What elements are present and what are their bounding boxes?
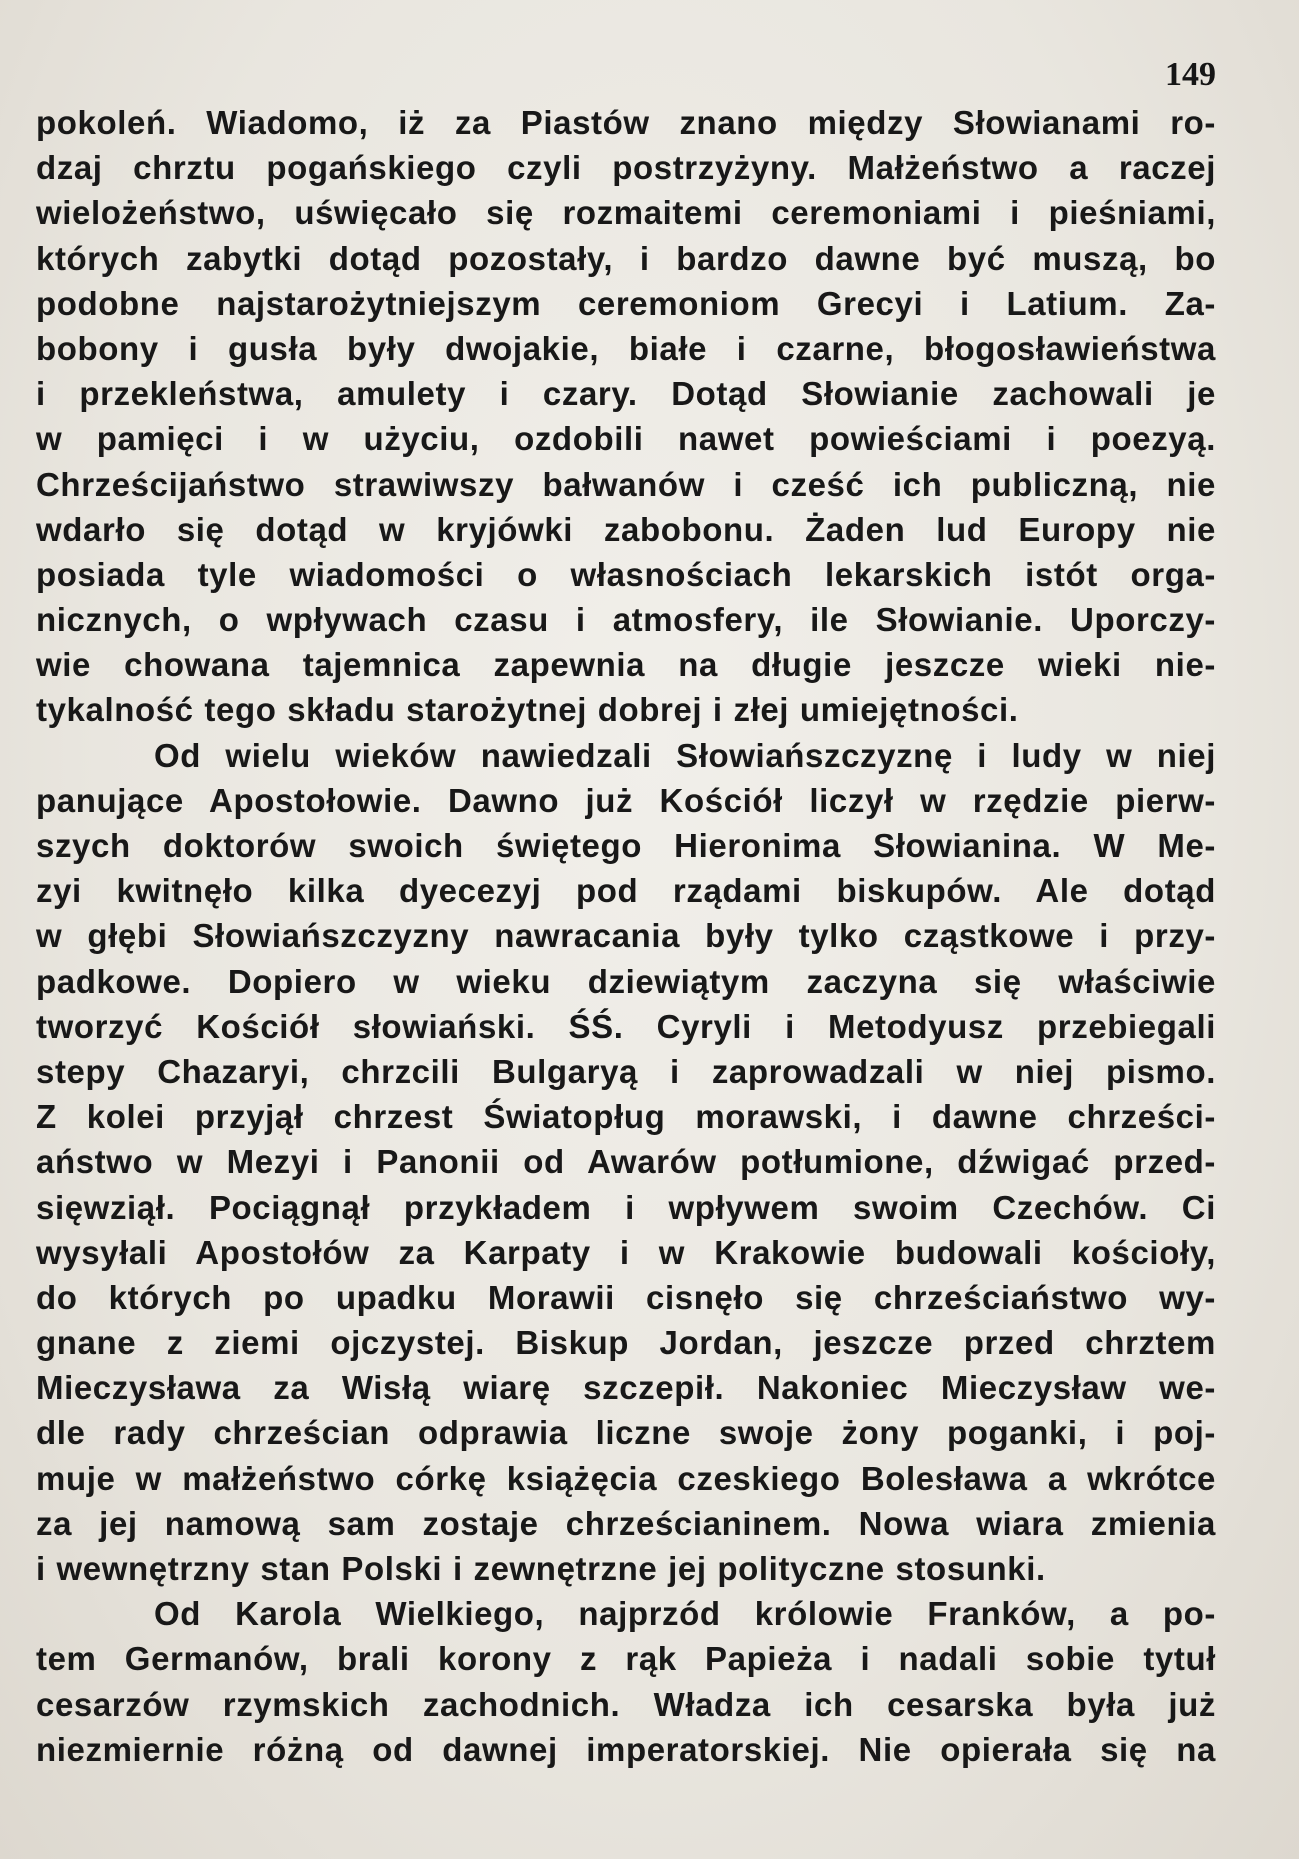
- text-line: niezmiernie różną od dawnej imperatorskiej. Nie opierała się na: [36, 1730, 1216, 1768]
- text-line: Mieczysława za Wisłą wiarę szczepił. Nakoniec Mieczysław we-: [36, 1369, 1216, 1407]
- text-line: szych doktorów swoich świętego Hieronima Słowianina. W Me-: [36, 827, 1216, 864]
- paragraph: [36, 100, 1216, 733]
- text-line: muje w małżeństwo córkę książęcia czeskiego Bolesława a wkrótce: [36, 1459, 1216, 1497]
- text-line: pokoleń. Wiadomo, iż za Piastów znano między Słowianami ro-: [36, 104, 1216, 141]
- text-line: wdarło się dotąd w kryjówki zabobonu. Żaden lud Europy nie: [36, 510, 1216, 548]
- text-line: do których po upadku Morawii cisnęło się chrześciaństwo wy-: [36, 1278, 1216, 1316]
- body-text: [36, 100, 1216, 1772]
- text-line: i wewnętrzny stan Polski i zewnętrzne jej polityczne stosunki.: [36, 1550, 1046, 1587]
- text-line: Od wielu wieków nawiedzali Słowiańszczyznę i ludy w niej: [154, 736, 1216, 774]
- text-line: Chrześcijaństwo strawiwszy bałwanów i cześć ich publiczną, nie: [36, 465, 1216, 503]
- text-line: w głębi Słowiańszczyzny nawracania były tylko cząstkowe i przy-: [36, 917, 1216, 955]
- text-line: dle rady chrześcian odprawia liczne swoje żony poganki, i poj-: [36, 1414, 1216, 1452]
- text-line: za jej namową sam zostaje chrześcianinem. Nowa wiara zmienia: [36, 1504, 1216, 1542]
- text-line: których zabytki dotąd pozostały, i bardzo dawne być muszą, bo: [36, 239, 1216, 277]
- text-line: zyi kwitnęło kilka dyecezyj pod rządami biskupów. Ale dotąd: [36, 872, 1216, 910]
- text-line: podobne najstarożytniejszym ceremoniom Grecyi i Latium. Za-: [36, 284, 1216, 322]
- paragraph: [36, 733, 1216, 1592]
- text-line: Z kolei przyjął chrzest Światopług morawski, i dawne chrześci-: [36, 1098, 1216, 1136]
- text-line: dzaj chrztu pogańskiego czyli postrzyżyny. Małżeństwo a raczej: [36, 149, 1216, 187]
- text-line: gnane z ziemi ojczystej. Biskup Jordan, jeszcze przed chrztem: [36, 1324, 1216, 1362]
- text-line: bobony i gusła były dwojakie, białe i czarne, błogosławieństwa: [36, 329, 1216, 367]
- text-line: aństwo w Mezyi i Panonii od Awarów potłumione, dźwigać przed-: [36, 1143, 1216, 1181]
- text-line: i przekleństwa, amulety i czary. Dotąd Słowianie zachowali je: [36, 375, 1216, 413]
- paragraph: [36, 1591, 1216, 1772]
- text-line: cesarzów rzymskich zachodnich. Władza ich cesarska była już: [36, 1685, 1216, 1723]
- text-line: wie chowana tajemnica zapewnia na długie jeszcze wieki nie-: [36, 646, 1216, 684]
- text-line: tykalność tego składu starożytnej dobrej i złej umiejętności.: [36, 691, 1019, 729]
- text-line: sięwziął. Pociągnął przykładem i wpływem swoim Czechów. Ci: [36, 1188, 1216, 1226]
- text-line: tem Germanów, brali korony z rąk Papieża i nadali sobie tytuł: [36, 1640, 1216, 1678]
- text-line: stepy Chazaryi, chrzcili Bulgaryą i zaprowadzali w niej pismo.: [36, 1052, 1216, 1090]
- text-line: panujące Apostołowie. Dawno już Kościół liczył w rzędzie pierw-: [36, 781, 1216, 819]
- page-number: 149: [1165, 56, 1216, 93]
- text-line: tworzyć Kościół słowiański. ŚŚ. Cyryli i Metodyusz przebiegali: [36, 1007, 1216, 1045]
- text-line: nicznych, o wpływach czasu i atmosfery, ile Słowianie. Uporczy-: [36, 601, 1216, 639]
- text-line: w pamięci i w użyciu, ozdobili nawet powieściami i poezyą.: [36, 420, 1216, 458]
- text-line: padkowe. Dopiero w wieku dziewiątym zaczyna się właściwie: [36, 962, 1216, 1000]
- text-line: wielożeństwo, uświęcało się rozmaitemi ceremoniami i pieśniami,: [36, 194, 1216, 232]
- text-line: posiada tyle wiadomości o własnościach lekarskich istót orga-: [36, 555, 1216, 593]
- text-line: wysyłali Apostołów za Karpaty i w Krakowie budowali kościoły,: [36, 1233, 1216, 1271]
- text-line: Od Karola Wielkiego, najprzód królowie Franków, a po-: [154, 1595, 1216, 1633]
